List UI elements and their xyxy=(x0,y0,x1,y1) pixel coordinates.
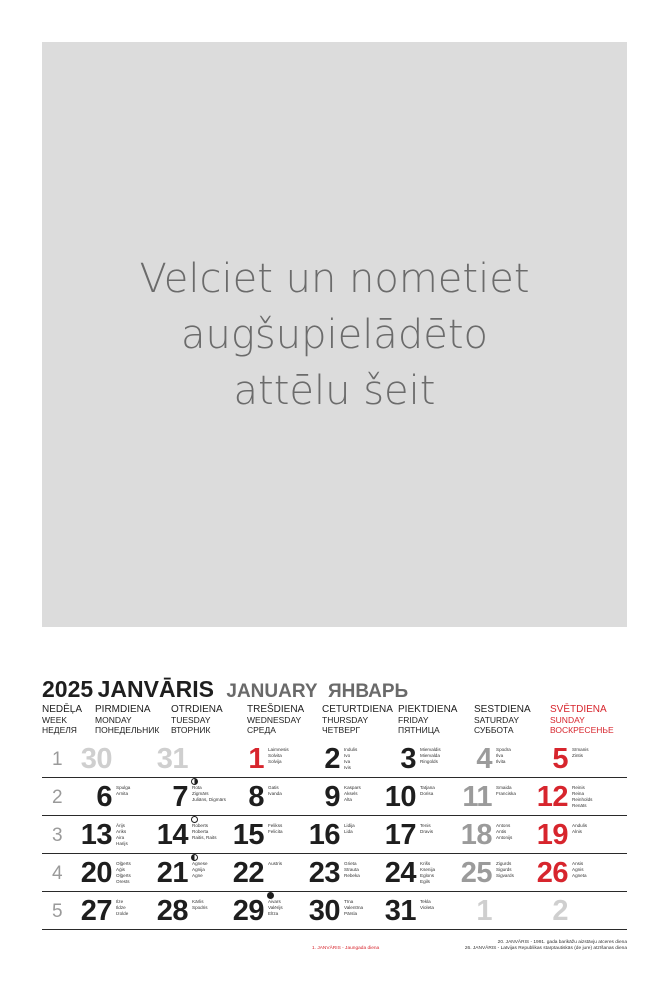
name-day-list: Tatjana Dorisa xyxy=(420,785,435,796)
day-number: 2 xyxy=(324,743,340,775)
name-day-list: Ārijs Ariks Aira Harijs xyxy=(116,823,128,846)
name-day-list: Laimnesis Solvita Solvija xyxy=(268,747,289,764)
name-day-list: Felikss Felicita xyxy=(268,823,283,834)
name-day-list: Austris xyxy=(268,861,283,866)
weekday-label-ru: ВОСКРЕСЕНЬЕ xyxy=(550,725,614,735)
weekday-header-0 xyxy=(42,704,82,735)
name-day-list: Grieta Strauta Rebeka xyxy=(344,861,360,878)
day-number: 8 xyxy=(248,781,264,813)
day-cell[interactable] xyxy=(232,739,308,777)
week-number: 3 xyxy=(52,825,63,846)
weekday-label-ru: ВТОРНИК xyxy=(171,725,211,735)
week-number: 5 xyxy=(52,901,63,922)
day-number: 30 xyxy=(80,743,112,775)
weekday-label-en: MONDAY xyxy=(95,715,132,725)
weekday-label-en: SATURDAY xyxy=(474,715,520,725)
name-day-list: Roberts Roberta Raitis, Raits xyxy=(192,823,217,840)
weekday-label-ru: ЧЕТВЕРГ xyxy=(322,725,361,735)
name-day-list: Krišs Ksenija Eglons Egils xyxy=(420,861,436,884)
week-row xyxy=(42,853,627,892)
day-cell[interactable] xyxy=(384,853,460,891)
day-cell[interactable] xyxy=(156,777,232,815)
name-day-list: Ansis Agnis Agneta xyxy=(572,861,587,878)
weekday-label-lv: SESTDIENA xyxy=(474,704,531,715)
weekday-header-3 xyxy=(247,704,304,735)
day-number: 2 xyxy=(552,895,568,927)
weekday-label-en: TUESDAY xyxy=(171,715,211,725)
day-cell[interactable] xyxy=(232,891,308,929)
day-number: 7 xyxy=(172,781,188,813)
weekday-label-ru: ПОНЕДЕЛЬНИК xyxy=(95,725,160,735)
day-number: 23 xyxy=(308,857,340,889)
weekday-label-lv: CETURTDIENA xyxy=(322,704,393,715)
day-cell[interactable] xyxy=(232,777,308,815)
day-cell[interactable] xyxy=(536,891,612,929)
name-day-list: Kaspars Aksels Alta xyxy=(344,785,361,802)
calendar-month-ru: ЯНВАРЬ xyxy=(327,681,409,702)
weekday-label-lv: TREŠDIENA xyxy=(247,704,305,715)
name-day-list: Indulis Ivo Iva Ivis xyxy=(344,747,358,770)
name-day-list: Aivars Valērijs Elīza xyxy=(268,899,283,916)
weekday-label-lv: PIEKTDIENA xyxy=(398,704,458,715)
day-number: 27 xyxy=(80,895,112,927)
footnote-jan-26: 26. JANVĀRIS - Latvijas Republikas starptautiskās (de jure) atzīšanas diena xyxy=(464,946,627,951)
name-day-list: Ilze Ildze Izolde xyxy=(116,899,129,916)
day-cell[interactable] xyxy=(460,891,536,929)
weekday-label-ru: ПЯТНИЦА xyxy=(398,725,440,735)
weekday-header-6 xyxy=(474,704,531,735)
day-cell[interactable] xyxy=(536,739,612,777)
day-number: 12 xyxy=(536,781,568,813)
day-cell[interactable] xyxy=(308,853,384,891)
moon-phase-first-icon xyxy=(191,778,198,785)
weekday-label-ru: СРЕДА xyxy=(247,725,276,735)
footnote-new-year: 1. JANVĀRIS - Jaungada diena xyxy=(312,946,380,951)
name-day-list: Kārlis Spodris xyxy=(192,899,208,910)
name-day-list: Tenis Dravis xyxy=(420,823,434,834)
day-cell[interactable] xyxy=(536,853,612,891)
weekday-header-7 xyxy=(550,704,614,735)
day-cell[interactable] xyxy=(232,853,308,891)
name-day-list: Reinis Reina Reinholds Renāts xyxy=(572,785,593,808)
day-cell[interactable] xyxy=(80,777,156,815)
moon-phase-new-icon xyxy=(267,892,274,899)
day-number: 11 xyxy=(462,781,492,813)
day-cell[interactable] xyxy=(384,891,460,929)
day-number: 31 xyxy=(384,895,416,927)
day-number: 20 xyxy=(80,857,112,889)
holiday-footnotes xyxy=(42,940,627,960)
day-cell[interactable] xyxy=(460,853,536,891)
day-number: 15 xyxy=(232,819,264,851)
photo-drop-zone[interactable] xyxy=(42,42,627,627)
name-day-list: Zigurds Sigurds Sigvards xyxy=(496,861,514,878)
moon-phase-last-icon xyxy=(191,854,198,861)
weekday-label-lv: NEDĒĻA xyxy=(42,704,83,715)
moon-phase-full-icon xyxy=(191,816,198,823)
day-cell[interactable] xyxy=(156,739,232,777)
calendar-month-lv: JANVĀRIS xyxy=(97,676,214,702)
day-number: 24 xyxy=(384,857,416,889)
weekday-header-5 xyxy=(398,704,457,735)
name-day-list: Andulis Alnis xyxy=(572,823,588,834)
weekday-label-en: SUNDAY xyxy=(550,715,585,725)
day-cell[interactable] xyxy=(308,739,384,777)
day-number: 28 xyxy=(156,895,188,927)
day-number: 6 xyxy=(96,781,112,813)
day-number: 1 xyxy=(476,895,492,927)
weekday-label-lv: OTRDIENA xyxy=(171,704,223,715)
name-day-list: Spulga Arnita xyxy=(116,785,131,796)
weekday-label-en: WEEK xyxy=(42,715,68,725)
name-day-list: Spodra Ilva Ilvita xyxy=(496,747,511,764)
weekday-header-4 xyxy=(322,704,393,735)
name-day-list: Tīna Valentīna Pārsla xyxy=(344,899,364,916)
name-day-list: Agnese Agnija Agne xyxy=(192,861,208,878)
day-number: 10 xyxy=(384,781,416,813)
photo-drop-placeholder: Velciet un nometiet augšupielādēto attēlu šeit xyxy=(139,255,530,414)
day-number: 9 xyxy=(324,781,340,813)
day-cell[interactable] xyxy=(384,815,460,853)
day-cell[interactable] xyxy=(308,815,384,853)
day-cell[interactable] xyxy=(80,739,156,777)
day-number: 5 xyxy=(552,743,568,775)
week-number: 1 xyxy=(52,749,63,770)
day-number: 14 xyxy=(156,819,188,851)
week-row xyxy=(42,739,627,778)
day-cell[interactable] xyxy=(156,815,232,853)
day-cell[interactable] xyxy=(80,815,156,853)
day-number: 3 xyxy=(400,743,416,775)
day-number: 29 xyxy=(232,895,264,927)
week-number: 2 xyxy=(52,787,63,808)
weekday-label-en: THURSDAY xyxy=(322,715,369,725)
name-day-list: Smaida Franciska xyxy=(496,785,516,796)
day-cell[interactable] xyxy=(156,891,232,929)
day-cell[interactable] xyxy=(308,777,384,815)
footnote-right xyxy=(465,940,627,952)
week-row xyxy=(42,891,627,930)
day-number: 18 xyxy=(460,819,492,851)
day-number: 26 xyxy=(536,857,568,889)
day-cell[interactable] xyxy=(384,739,460,777)
day-cell[interactable] xyxy=(156,853,232,891)
name-day-list: Antons Antis Antonijs xyxy=(496,823,513,840)
day-number: 30 xyxy=(308,895,340,927)
weekday-label-en: WEDNESDAY xyxy=(247,715,302,725)
week-row xyxy=(42,815,627,854)
day-cell[interactable] xyxy=(536,815,612,853)
name-day-list: Sīmanis Zintis xyxy=(572,747,589,758)
weekday-header-2 xyxy=(171,704,223,735)
day-number: 21 xyxy=(156,857,188,889)
day-number: 31 xyxy=(156,743,188,775)
day-cell[interactable] xyxy=(80,891,156,929)
weekday-label-ru: СУББОТА xyxy=(474,725,514,735)
weekday-label-en: FRIDAY xyxy=(398,715,429,725)
day-number: 22 xyxy=(232,857,264,889)
day-cell[interactable] xyxy=(460,815,536,853)
calendar-month-en: JANUARY xyxy=(226,681,318,702)
weekday-label-ru: НЕДЕЛЯ xyxy=(42,725,77,735)
name-day-list: Oļģerts Aģis Oļģerts Orests xyxy=(116,861,131,884)
calendar-header xyxy=(42,676,408,706)
weekday-header-row xyxy=(0,704,669,736)
week-number: 4 xyxy=(52,863,63,884)
footnote-jan-20: 20. JANVĀRIS - 1991. gada barikāžu aizstāvju atceres diena xyxy=(497,940,627,945)
day-number: 25 xyxy=(460,857,492,889)
day-cell[interactable] xyxy=(384,777,460,815)
day-cell[interactable] xyxy=(460,739,536,777)
name-day-list: Lidija Lida xyxy=(344,823,355,834)
day-number: 19 xyxy=(536,819,568,851)
day-number: 1 xyxy=(248,743,264,775)
name-day-list: Tekla Violeta xyxy=(420,899,434,910)
day-number: 4 xyxy=(476,743,492,775)
day-cell[interactable] xyxy=(536,777,612,815)
week-row xyxy=(42,777,627,816)
name-day-list: Miervaldis Miervalda Ringolds xyxy=(420,747,441,764)
weekday-label-lv: SVĒTDIENA xyxy=(550,704,607,715)
day-cell[interactable] xyxy=(460,777,536,815)
day-cell[interactable] xyxy=(308,891,384,929)
day-cell[interactable] xyxy=(80,853,156,891)
day-number: 17 xyxy=(384,819,416,851)
calendar-year: 2025 xyxy=(42,676,94,702)
day-number: 13 xyxy=(80,819,112,851)
day-number: 16 xyxy=(308,819,340,851)
name-day-list: Gatis Ivanda xyxy=(268,785,282,796)
weekday-label-lv: PIRMDIENA xyxy=(95,704,151,715)
name-day-list: Rota Zigmārs Juliāns, Digmārs xyxy=(192,785,226,802)
weekday-header-1 xyxy=(95,704,159,735)
day-cell[interactable] xyxy=(232,815,308,853)
